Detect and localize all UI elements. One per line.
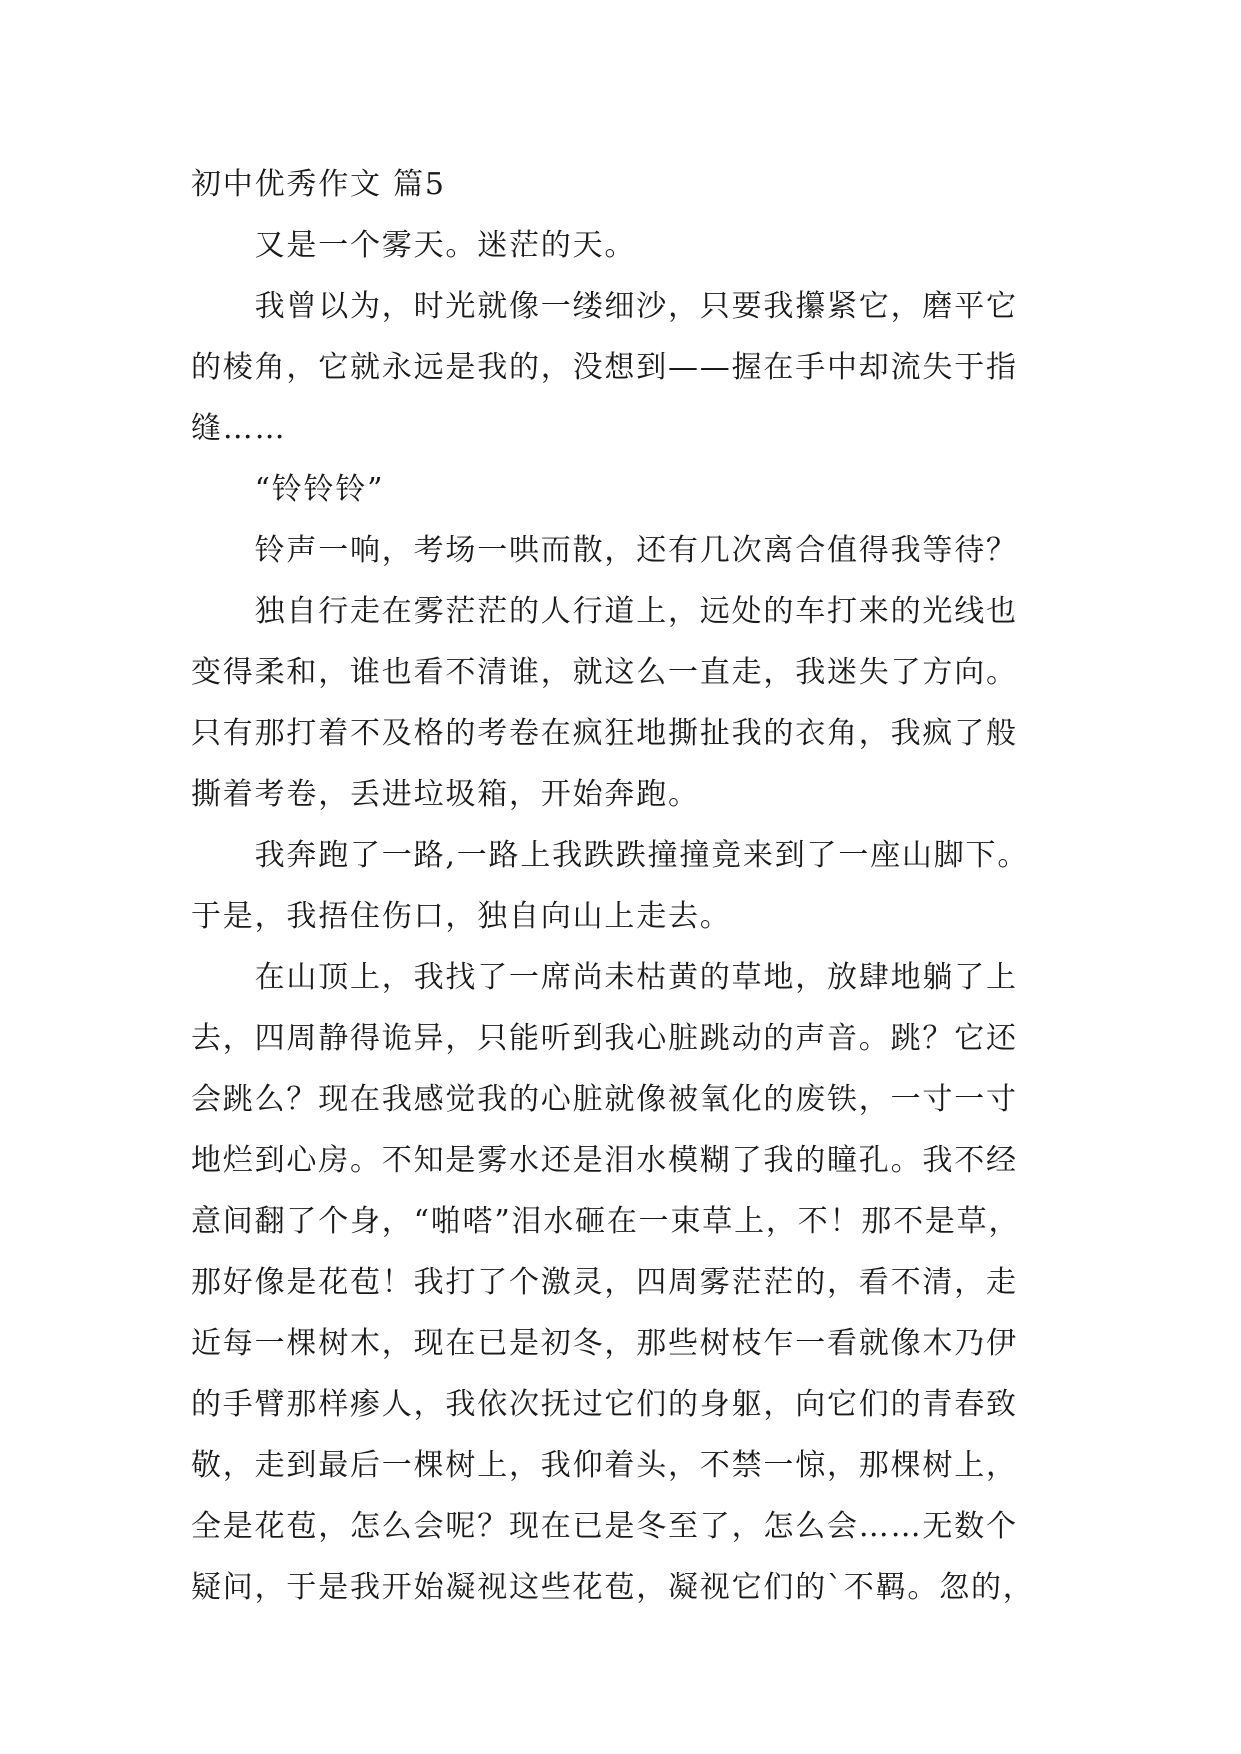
text-line: 疑问，于是我开始凝视这些花苞，凝视它们的`不羁。忽的，: [191, 1570, 1035, 1605]
text-line: 地烂到心房。不知是雾水还是泪水模糊了我的瞳孔。我不经: [191, 1143, 1018, 1178]
text-line: “铃铃铃”: [191, 472, 385, 507]
document-title: 初中优秀作文 篇5: [191, 167, 446, 202]
text-line: 那好像是花苞！我打了个激灵，四周雾茫茫的，看不清，走: [191, 1265, 1018, 1300]
text-line: 撕着考卷，丢进垃圾箱，开始奔跑。: [191, 777, 700, 812]
text-line: 全是花苞，怎么会呢？现在已是冬至了，怎么会……无数个: [191, 1509, 1018, 1544]
text-line: 于是，我捂住伤口，独自向山上走去。: [191, 899, 732, 934]
text-line: 缝……: [191, 411, 287, 446]
text-line: 意间翻了个身，“啪嗒”泪水砸在一束草上，不！那不是草，: [191, 1204, 1021, 1239]
text-line: 近每一棵树木，现在已是初冬，那些树枝乍一看就像木乃伊: [191, 1326, 1018, 1361]
text-line: 去，四周静得诡异，只能听到我心脏跳动的声音。跳？它还: [191, 1021, 1018, 1056]
text-line: 我奔跑了一路,一路上我跌跌撞撞竟来到了一座山脚下。: [191, 838, 1030, 873]
text-line: 会跳么？现在我感觉我的心脏就像被氧化的废铁，一寸一寸: [191, 1082, 1018, 1117]
text-line: 独自行走在雾茫茫的人行道上，远处的车打来的光线也: [191, 594, 1018, 629]
text-line: 变得柔和，谁也看不清谁，就这么一直走，我迷失了方向。: [191, 655, 1018, 690]
text-line: 敬，走到最后一棵树上，我仰着头，不禁一惊，那棵树上，: [191, 1448, 1018, 1483]
text-line: 铃声一响，考场一哄而散，还有几次离合值得我等待？: [191, 533, 1018, 568]
text-line: 又是一个雾天。迷茫的天。: [191, 228, 637, 263]
text-line: 我曾以为，时光就像一缕细沙，只要我攥紧它，磨平它: [191, 289, 1018, 324]
text-line: 的手臂那样瘆人，我依次抚过它们的身躯，向它们的青春致: [191, 1387, 1018, 1422]
text-line: 在山顶上，我找了一席尚未枯黄的草地，放肆地躺了上: [191, 960, 1018, 995]
text-line: 只有那打着不及格的考卷在疯狂地撕扯我的衣角，我疯了般: [191, 716, 1018, 751]
text-line: 的棱角，它就永远是我的，没想到——握在手中却流失于指: [191, 350, 1018, 385]
